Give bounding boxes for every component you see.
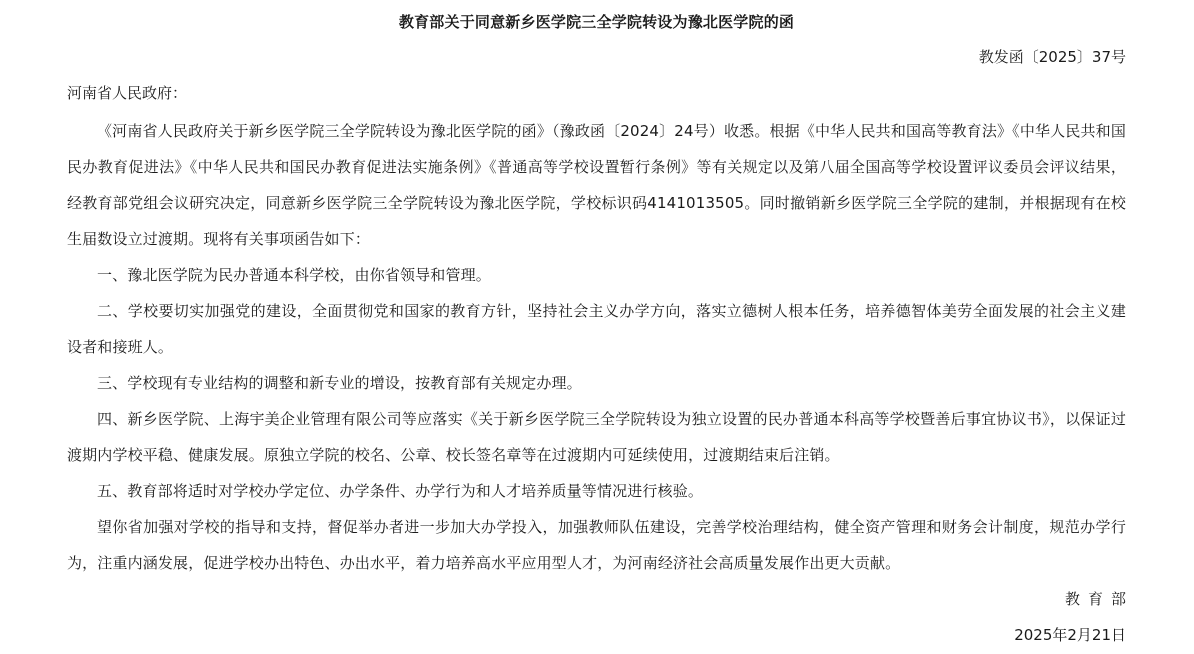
paragraph-intro: 《河南省人民政府关于新乡医学院三全学院转设为豫北医学院的函》（豫政函〔2024〕24号）收悉。根据《中华人民共和国高等教育法》《中华人民共和国民办教育促进法》《中华人民共和国民办教育促进法实施条例》《普通高等学校设置暂行条例》等有关规定以及第八届全国高等学校设置评议委员会评议结果，经教育部党组会议研究决定，同意新乡医学院三全学院转设为豫北医学院，学校标识码4141013505。同时撤销新乡医学院三全学院的建制，并根据现有在校生届数设立过渡期。现将有关事项函告如下： [67,122,1126,248]
paragraph-item-5: 五、教育部将适时对学校办学定位、办学条件、办学行为和人才培养质量等情况进行核验。 [97,482,704,500]
document-body [67,113,1126,581]
paragraph-item-3: 三、学校现有专业结构的调整和新专业的增设，按教育部有关规定办理。 [97,374,582,392]
paragraph-closing: 望你省加强对学校的指导和支持，督促举办者进一步加大办学投入，加强教师队伍建设，完善学校治理结构，健全资产管理和财务会计制度，规范办学行为，注重内涵发展，促进学校办出特色、办出水平，着力培养高水平应用型人才，为河南经济社会高质量发展作出更大贡献。 [67,518,1126,572]
document-number: 教发函〔2025〕37号 [978,48,1126,66]
document-title: 教育部关于同意新乡医学院三全学院转设为豫北医学院的函 [398,13,795,31]
paragraph-item-1: 一、豫北医学院为民办普通本科学校，由你省领导和管理。 [97,266,491,284]
signature-date: 2025年2月21日 [1014,626,1126,644]
addressee: 河南省人民政府： [67,84,188,102]
signature: 教育部 [1064,590,1134,608]
paragraph-item-2: 二、学校要切实加强党的建设，全面贯彻党和国家的教育方针，坚持社会主义办学方向，落实立德树人根本任务，培养德智体美劳全面发展的社会主义建设者和接班人。 [67,302,1126,356]
paragraph-item-4: 四、新乡医学院、上海宇美企业管理有限公司等应落实《关于新乡医学院三全学院转设为独立设置的民办普通本科高等学校暨善后事宜协议书》，以保证过渡期内学校平稳、健康发展。原独立学院的校名、公章、校长签名章等在过渡期内可延续使用，过渡期结束后注销。 [67,410,1126,464]
